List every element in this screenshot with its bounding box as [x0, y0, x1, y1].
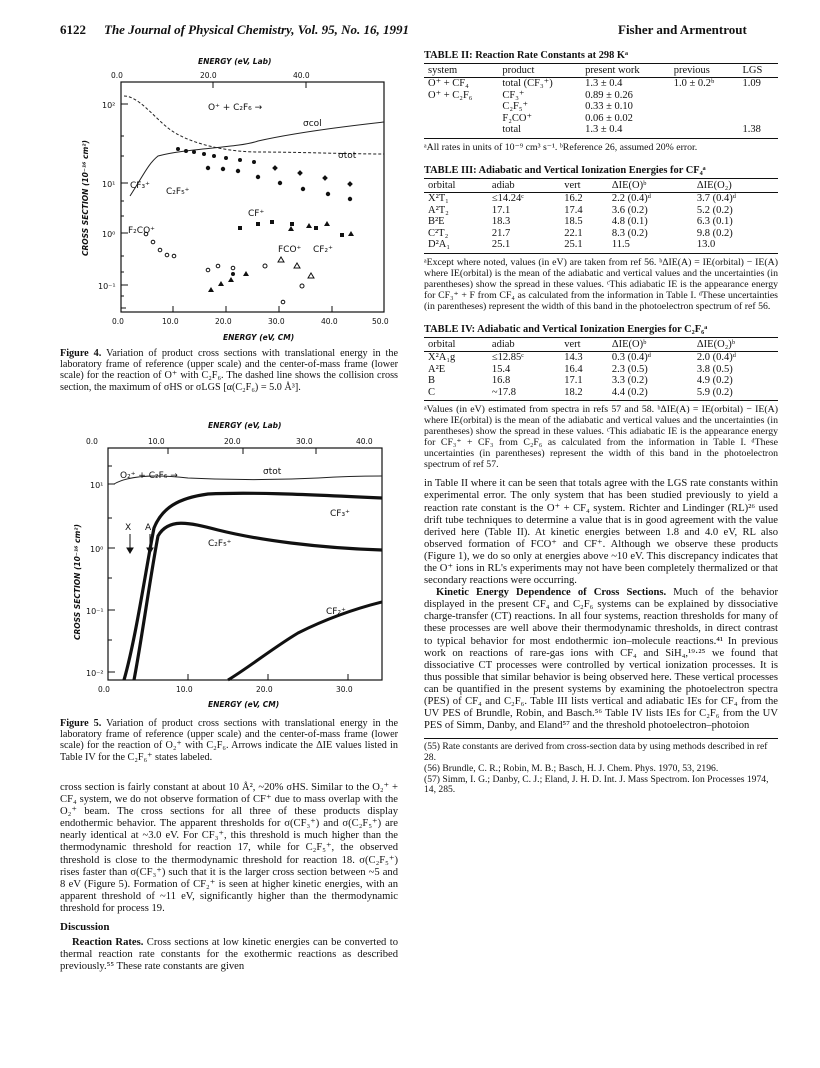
- table-cell: D²A₁: [424, 239, 488, 253]
- table-cell: 11.5: [608, 239, 693, 253]
- table-cell: 25.1: [488, 239, 560, 253]
- discussion-heading: Discussion: [60, 921, 110, 934]
- figure-4: [58, 56, 398, 346]
- fig5-bottom-tick-2: 20.0: [256, 685, 273, 694]
- table4-header: ΔIE(O)ᵇ: [608, 337, 693, 351]
- table-cell: 15.4: [491, 363, 511, 375]
- table-cell: 14.3: [564, 351, 583, 363]
- table2-header: present work: [581, 64, 670, 78]
- fig5-y-axis-title: CROSS SECTION (10⁻¹⁶ cm²): [73, 524, 82, 640]
- journal-title: The Journal of Physical Chemistry, Vol. 95, No. 16, 1991: [104, 22, 410, 37]
- left-paragraph-2: [60, 937, 398, 973]
- table-cell: 0.89 ± 0.26: [585, 89, 633, 101]
- table-cell: C₂F₅⁺: [502, 101, 529, 113]
- fig4-sigma-col-label: σcol: [303, 119, 322, 129]
- fig5-bottom-tick-1: 10.0: [176, 685, 193, 694]
- fig4-cf3-label: CF₃⁺: [130, 181, 150, 191]
- left-paragraph-2-text: Cross sections at low kinetic energies can be converted to thermal reaction rate constants for the exothermic reactions as described previously.⁵⁵ These rate constants are given: [60, 937, 399, 973]
- table-cell: 2.3 (0.5): [611, 363, 648, 375]
- table-cell: 3.7 (0.4)ᵈ: [696, 192, 737, 204]
- table-cell: 1.3 ± 0.4: [585, 78, 623, 89]
- fig5-c2f5-curve: [134, 523, 382, 680]
- fig4-y-tick-2: 10⁰: [102, 230, 116, 239]
- fig5-caption-label: Figure 5.: [60, 718, 102, 729]
- fig5-bottom-tick-3: 30.0: [336, 685, 353, 694]
- fig5-y-tick-2: 10⁻¹: [86, 607, 104, 616]
- reference-item: (57) Simm, I. G.; Danby, C. J.; Eland, J. H. D. Int. J. Mass Spectrom. Ion Processes 1974, 14, 285.: [424, 773, 769, 796]
- fig5-top-tick-2: 20.0: [224, 437, 241, 446]
- right-paragraph-2: [424, 587, 778, 732]
- table-row: [424, 228, 778, 240]
- fig5-reaction-label: O₂⁺ + C₂F₆ →: [120, 471, 178, 481]
- kinetic-energy-lead: Kinetic Energy Dependence of Cross Sections.: [436, 587, 667, 599]
- table-row: [424, 124, 778, 138]
- table-2: [424, 63, 778, 139]
- fig4-top-tick-0: 0.0: [111, 71, 123, 80]
- fig5-x-label: X: [125, 523, 132, 533]
- table-row: [424, 113, 778, 125]
- table-cell: 1.09: [742, 78, 761, 89]
- table-cell: ≤14.24ᶜ: [491, 192, 524, 204]
- table4-header: ΔIE(O₂)ᵇ: [693, 337, 778, 351]
- table-cell: 6.3 (0.1): [696, 216, 733, 228]
- table-cell: C²T₂: [428, 227, 449, 239]
- references: [424, 738, 778, 796]
- table-cell: 17.4: [564, 204, 583, 216]
- table-cell: [670, 101, 739, 113]
- table3-header: ΔIE(O)ᵇ: [608, 178, 693, 192]
- table-cell: total (CF₃⁺): [502, 78, 553, 89]
- table-cell: 4.9 (0.2): [696, 375, 733, 387]
- fig5-frame: [108, 448, 382, 680]
- table4-header: orbital: [424, 337, 488, 351]
- table-cell: 17.1: [564, 375, 583, 387]
- figure-5-caption: [60, 718, 398, 763]
- fig4-c2f5-label: C₂F₅⁺: [166, 187, 190, 197]
- table-cell: [738, 101, 778, 113]
- table-cell: A²E: [428, 363, 446, 375]
- table-cell: 9.8 (0.2): [696, 227, 733, 239]
- table-cell: X²A₁g: [428, 351, 456, 363]
- reaction-rates-lead: Reaction Rates.: [72, 937, 144, 949]
- table-cell: 5.2 (0.2): [696, 204, 733, 216]
- table-cell: F₂CO⁺: [502, 112, 533, 124]
- table-cell: ~17.8: [488, 387, 560, 401]
- table-cell: O⁺ + CF₄: [428, 78, 469, 89]
- table-cell: 1.0 ± 0.2ᵇ: [673, 78, 715, 89]
- table-cell: 21.7: [491, 227, 511, 239]
- fig4-reaction-label: O⁺ + C₂F₆ →: [208, 103, 263, 113]
- table-cell: [670, 90, 739, 102]
- fig4-caption-text: Variation of product cross sections with translational energy in the laboratory frame of reference (upper scale) and the center-of-mass frame (lower scale) for the reaction of O⁺ with C₂F₆. The dashed line shows the collision cross section, the maximum of σHS or σLGS [α(C₂F₆) = 5.0 Å³].: [60, 348, 398, 393]
- table-cell: 2.2 (0.4)ᵈ: [611, 192, 651, 204]
- table-cell: 22.1: [564, 227, 583, 239]
- table3-header: ΔIE(O₂): [693, 178, 778, 192]
- fig4-cf3-points: [272, 165, 353, 187]
- fig4-y-tick-0: 10²: [102, 101, 116, 110]
- table-cell: X²T₁: [428, 192, 449, 204]
- table-row: [424, 192, 778, 204]
- fig4-top-axis-title: ENERGY (eV, Lab): [198, 57, 272, 66]
- fig5-top-tick-4: 40.0: [356, 437, 373, 446]
- fig5-sigma-tot-label: σtot: [263, 467, 282, 477]
- fig4-bottom-tick-0: 0.0: [112, 317, 124, 326]
- table-cell: O⁺ + C₂F₆: [428, 89, 473, 101]
- table-row: [424, 239, 778, 253]
- table-row: [424, 216, 778, 228]
- table-row: [424, 375, 778, 387]
- table-cell: 0.33 ± 0.10: [585, 101, 633, 113]
- fig4-cf2-points: [288, 221, 354, 236]
- reference-item: (55) Rate constants are derived from cross-section data by using methods described in ref 28.: [424, 741, 768, 764]
- table3-title: TABLE III: Adiabatic and Vertical Ionization Energies for CF₄ᵃ: [424, 164, 706, 176]
- table3-header-row: [424, 178, 778, 192]
- fig4-bottom-axis-title: ENERGY (eV, CM): [223, 333, 295, 342]
- table-cell: [738, 90, 778, 102]
- table3-footnote: ᵃExcept where noted, values (in eV) are taken from ref 56. ᵇΔIE(A) = IE(orbital) − IE(A) where IE(orbital) is the mean of the adiabatic and vertical values and the uncertainties (in parentheses) show the spread in these values. ᶜThis adiabatic IE is the appearance energy for CF₃⁺ + F from CF₄ as calculated from the information in Table I. ᵈThese uncertainties (in parentheses) represent the width of this band in the photoelectron spectrum of ref 56.: [424, 256, 778, 312]
- fig5-cf2-curve: [228, 602, 382, 680]
- table-cell: 8.3 (0.2): [611, 227, 648, 239]
- table-cell: C: [424, 387, 488, 401]
- table-row: [424, 78, 778, 90]
- table2-header: product: [498, 64, 581, 78]
- fig4-bottom-tick-1: 10.0: [162, 317, 179, 326]
- table2-header: LGS: [738, 64, 778, 78]
- table-cell: 16.2: [564, 192, 583, 204]
- table-cell: 1.3 ± 0.4: [581, 124, 670, 138]
- table-row: [424, 90, 778, 102]
- table-cell: 18.2: [560, 387, 608, 401]
- fig4-y-tick-1: 10¹: [102, 180, 116, 189]
- authors: Fisher and Armentrout: [618, 22, 747, 37]
- fig4-bottom-tick-3: 30.0: [268, 317, 285, 326]
- fig4-tot-points: [176, 147, 256, 164]
- fig4-low-points: [208, 271, 249, 292]
- table-cell: [670, 113, 739, 125]
- table-cell: B: [428, 375, 436, 387]
- fig5-top-tick-0: 0.0: [86, 437, 98, 446]
- table-cell: 13.0: [693, 239, 778, 253]
- fig5-c2f5-label: C₂F₅⁺: [208, 539, 232, 549]
- fig4-cf-label: CF⁺: [248, 209, 265, 219]
- fig4-y-axis-title: CROSS SECTION (10⁻¹⁶ cm²): [81, 140, 90, 256]
- fig5-cf2-label: CF₂⁺: [326, 607, 346, 617]
- fig5-cf3-label: CF₃⁺: [330, 509, 350, 519]
- table2-header: system: [424, 64, 498, 78]
- table-cell: 18.5: [564, 216, 583, 228]
- fig4-cf2-label: CF₂⁺: [313, 245, 333, 255]
- table4-title: TABLE IV: Adiabatic and Vertical Ionization Energies for C₂F₆ᵃ: [424, 323, 708, 335]
- table-row: [424, 364, 778, 376]
- reference-item: (56) Brundle, C. R.; Robin, M. B.; Basch, H. J. Chem. Phys. 1970, 53, 2196.: [424, 762, 719, 774]
- fig4-top-tick-2: 40.0: [293, 71, 310, 80]
- table3-header: vert: [560, 178, 608, 192]
- fig4-bottom-tick-5: 50.0: [372, 317, 389, 326]
- fig4-fco-label: FCO⁺: [278, 245, 302, 255]
- table4-header: vert: [560, 337, 608, 351]
- page-number: 6122: [60, 22, 86, 37]
- table-cell: 0.06 ± 0.02: [585, 112, 633, 124]
- table4-header-row: [424, 337, 778, 351]
- fig4-top-tick-1: 20.0: [200, 71, 217, 80]
- table-cell: B²E: [428, 216, 445, 228]
- table-cell: A²T₂: [428, 204, 449, 216]
- fig4-f2co-label: F₂CO⁺: [128, 226, 155, 236]
- fig5-top-axis-title: ENERGY (eV, Lab): [208, 421, 282, 430]
- table-cell: 2.0 (0.4)ᵈ: [696, 351, 737, 363]
- fig5-y-tick-1: 10⁰: [90, 545, 104, 554]
- fig4-sigma-tot-label: σtot: [338, 151, 357, 161]
- table-row: [424, 351, 778, 363]
- figure-4-caption: [60, 348, 398, 393]
- fig5-bottom-axis-title: ENERGY (eV, CM): [208, 700, 280, 709]
- figure-5: [58, 418, 398, 710]
- table-cell: 5.9 (0.2): [693, 387, 778, 401]
- table4-footnote: ᵃValues (in eV) estimated from spectra in refs 57 and 58. ᵇΔIE(A) = IE(orbital) − IE(A) where IE(orbital) is the mean of the adiabatic and vertical values and the uncertainties (in parentheses) show the spread in these values. ᶜThis adiabatic IE is the appearance energy for CF₃⁺ + CF₃ from C₂F₆ as calculated from the information in Table I. ᵈThese uncertainties (in parentheses) represent the width of this band in the photoelectron spectrum of ref 57.: [424, 404, 778, 471]
- table2-header: previous: [670, 64, 739, 78]
- fig4-bottom-tick-2: 20.0: [215, 317, 232, 326]
- fig5-threshold-arrows: [127, 534, 153, 553]
- table-cell: 17.1: [491, 204, 511, 216]
- fig4-fco-points: [263, 257, 314, 288]
- fig5-caption-text: Variation of product cross sections with translational energy in the laboratory frame of reference (upper scale) and the center-of-mass frame (lower scale) for the reaction of O₂⁺ with C₂F₆. Arrows indicate the ΔIE values listed in Table IV for the C₂F₆⁺ states labeled.: [60, 718, 398, 763]
- table-cell: 16.4: [564, 363, 583, 375]
- right-paragraph-1: in Table II where it can be seen that totals agree with the LGS rate constants within experimental error. The only system that has been studied previously to yield a reaction rate constant is the O⁺ + CF₄ system. Richter and Lindinger (RL)²⁶ used drift tube techniques to determine a value that is in good agreement with the value derived here (Table II). At kinetic energies between 1.8 and 4.0 eV, RL also observed formation of FCO⁺ and CF⁺. Although we observe these products (Figure 1), we do so only at energies above ~10 eV. This discrepancy indicates that the O⁺ ions in RL's experiments may not have been completely thermalized or that secondary reactions were occurring.: [424, 478, 778, 587]
- table-cell: [424, 113, 498, 125]
- table3-header: orbital: [424, 178, 488, 192]
- fig4-bottom-tick-4: 40.0: [321, 317, 338, 326]
- table-cell: 18.3: [491, 216, 511, 228]
- right-column: [424, 50, 778, 796]
- table-cell: 16.8: [491, 375, 511, 387]
- fig5-bottom-tick-0: 0.0: [98, 685, 110, 694]
- left-column-text: [60, 782, 398, 973]
- table-cell: [424, 101, 498, 113]
- table-cell: 3.8 (0.5): [696, 363, 733, 375]
- table-cell: CF₃⁺: [502, 89, 525, 101]
- table-cell: 4.8 (0.1): [611, 216, 648, 228]
- right-paragraph-2-text: Much of the behavior displayed in the present CF₄ and C₂F₆ systems can be explained by dissociative charge-transfer (CT) reactions. In all four systems, reaction thresholds for many of these processes are well above their thermodynamic thresholds, in direct contrast to typical behavior for most endothermic ion–molecule reactions.⁴¹ In previous work on reactions of rare-gas ions with CF₄ and SiH₄,¹⁹·²⁵ we found that dissociative CT processes were controlled by vertical ionization processes. It is thus possible that similar behavior is being observed here. These vertical processes can be quantified in the present systems by examining the photoelectron spectra (PES) of CF₄ and C₂F₆. Table III lists vertical and adiabatic IEs for CF₄ from the UV PES of Brundle, Robin, and Basch.⁵⁶ Table IV lists IEs for C₂F₆ from the UV PES of Simm, Danby, and Eland⁵⁷ and the threshold photoelectron–photoion: [424, 587, 778, 732]
- table-cell: 3.3 (0.2): [611, 375, 648, 387]
- table-cell: 4.4 (0.2): [608, 387, 693, 401]
- table-cell: [738, 113, 778, 125]
- table-4: [424, 337, 778, 401]
- table-cell: ≤12.85ᶜ: [491, 351, 524, 363]
- table-cell: [424, 124, 498, 138]
- table-row: [424, 205, 778, 217]
- table3-header: adiab: [488, 178, 560, 192]
- table-cell: total: [498, 124, 581, 138]
- fig4-y-tick-3: 10⁻¹: [98, 282, 116, 291]
- table-cell: [670, 124, 739, 138]
- table-cell: 0.3 (0.4)ᵈ: [611, 351, 651, 363]
- fig5-y-tick-3: 10⁻²: [86, 669, 104, 678]
- fig5-cf3-curve: [124, 493, 382, 680]
- table4-header: adiab: [488, 337, 560, 351]
- right-column-text: [424, 478, 778, 732]
- table-3: [424, 178, 778, 254]
- table-row: [424, 387, 778, 401]
- table2-header-row: [424, 64, 778, 78]
- table-cell: 3.6 (0.2): [611, 204, 648, 216]
- table-cell: 25.1: [560, 239, 608, 253]
- fig4-c2f5-points: [206, 166, 352, 201]
- fig4-frame: [121, 82, 384, 312]
- left-paragraph-1: cross section is fairly constant at about 10 Å², ~20% σHS. Similar to the O₂⁺ + CF₄ system, we do not observe formation of CF⁺ due to mass overlap with the O₂⁺ beam. The cross sections for all three of these products display endothermic behavior. The apparent thresholds for σ(CF₃⁺) and σ(C₂F₅⁺) are nearly identical at ~3.0 eV. For CF₃⁺, this threshold is much higher than the thermodynamic threshold for reaction 17, while for C₂F₅⁺, the observed threshold is close to the thermodynamic threshold for reaction 18. σ(C₂F₅⁺) rises faster than σ(CF₃⁺) such that it is the larger cross section between ~5 and 8 eV (Figure 5). Formation of CF₂⁺ is seen at higher kinetic energies, with an apparent threshold of ~11 eV, significantly higher than the thermodynamic threshold for process 19.: [60, 782, 398, 914]
- table2-title: TABLE II: Reaction Rate Constants at 298 Kᵃ: [424, 50, 629, 61]
- fig5-y-tick-0: 10¹: [90, 481, 104, 490]
- fig5-top-tick-3: 30.0: [296, 437, 313, 446]
- table-cell: 1.38: [738, 124, 778, 138]
- fig5-a-label: A: [145, 523, 152, 533]
- fig4-caption-label: Figure 4.: [60, 348, 102, 359]
- table-row: [424, 101, 778, 113]
- table2-footnote: ᵃAll rates in units of 10⁻⁹ cm³ s⁻¹. ᵇReference 26, assumed 20% error.: [424, 141, 698, 153]
- fig5-top-tick-1: 10.0: [148, 437, 165, 446]
